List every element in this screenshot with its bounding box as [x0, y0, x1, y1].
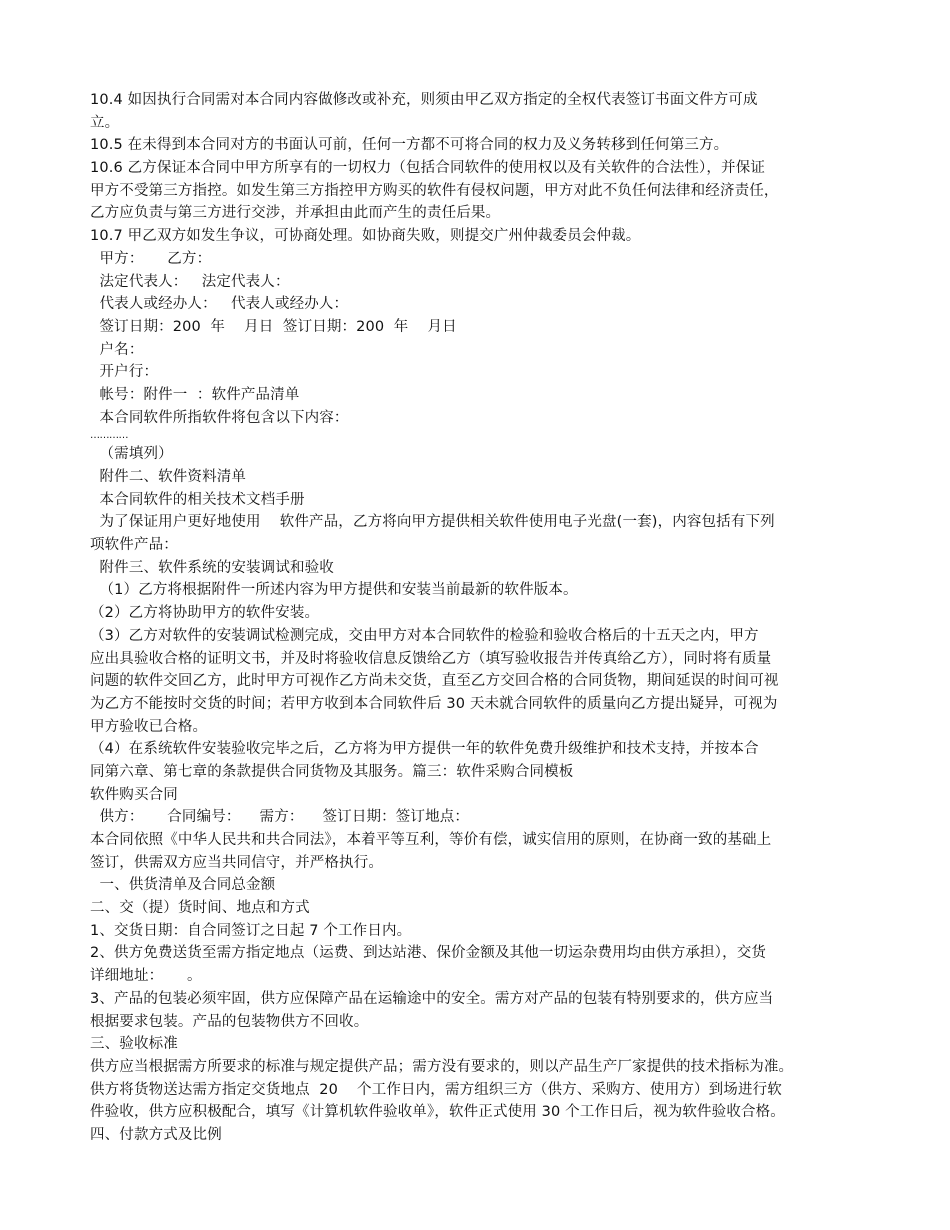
- text-line-10-4b: 立。: [90, 114, 120, 131]
- text-line-10-4a: 10.4 如因执行合同需对本合同内容做修改或补充，则须由甲乙双方指定的全权代表签订书面文件方可成: [90, 92, 758, 108]
- text-line-10-6b: 甲方不受第三方指控。如发生第三方指控甲方购买的软件有侵权问题，甲方对此不负任何法律和经济责任，: [90, 182, 779, 199]
- appendix-2-heading: 附件二、软件资料清单: [90, 469, 247, 485]
- contract-preamble-b: 签订，供需双方应当共同信守，并严格执行。: [90, 854, 383, 871]
- section-1-heading: 一、供货清单及合同总金额: [90, 877, 276, 894]
- section-2-item-2a: 2、供方免费送货至需方指定地点（运费、到达站港、保价金额及其他一切运杂费用均由供方承担），交货: [90, 945, 767, 962]
- appendix-1-intro: 本合同软件所指软件将包含以下内容：: [90, 409, 349, 426]
- account-bank: 开户行：: [90, 364, 159, 381]
- appendix-3-item-3e: 甲方验收已合格。: [90, 718, 208, 735]
- section-2-item-3a: 3、产品的包装必须牢固，供方应保障产品在运输途中的安全。需方对产品的包装有特别要求的，供方应当: [90, 990, 774, 1007]
- appendix-3-item-3a: （3）乙方对软件的安装调试检测完成，交由甲方对本合同软件的检验和验收合格后的十五天之内，甲方: [90, 627, 759, 644]
- appendix-3-item-3d: 为乙方不能按时交货的时间；若甲方收到本合同软件后 30 天未就合同软件的质量向乙方提出疑异，可视为: [90, 695, 778, 712]
- account-number-appendix-1: 帐号：附件一 ：软件产品清单: [90, 386, 300, 403]
- signature-legal-rep: 法定代表人： 法定代表人：: [90, 273, 290, 290]
- contract-header-fields: 供方： 合同编号： 需方： 签订日期：签订地点：: [90, 809, 470, 826]
- appendix-3-item-4b: 同第六章、第七章的条款提供合同货物及其服务。篇三：软件采购合同模板: [90, 763, 574, 780]
- section-3-heading: 三、验收标准: [90, 1036, 178, 1053]
- section-3-body-b: 供方将货物送达需方指定交货地点 20 个工作日内，需方组织三方（供方、采购方、使用方）到场进行软: [90, 1081, 782, 1098]
- document-body: [90, 89, 870, 1147]
- appendix-3-heading: 附件三、软件系统的安装调试和验收: [90, 559, 334, 576]
- appendix-2-body-b: 项软件产品：: [90, 537, 178, 554]
- appendix-3-item-1: （1）乙方将根据附件一所述内容为甲方提供和安装当前最新的软件版本。: [90, 582, 578, 599]
- signature-parties: 甲方： 乙方：: [90, 250, 212, 267]
- ellipsis-placeholder: …………: [90, 430, 128, 442]
- appendix-3-item-2: （2）乙方将协助甲方的软件安装。: [90, 605, 320, 622]
- appendix-2-docs: 本合同软件的相关技术文档手册: [90, 491, 305, 508]
- section-3-body-c: 件验收，供方应积极配合，填写《计算机软件验收单》，软件正式使用 30 个工作日后，视为软件验收合格。: [90, 1104, 785, 1121]
- contract-preamble-a: 本合同依照《中华人民共和共合同法》，本着平等互利，等价有偿，诚实信用的原则，在协商一致的基础上: [90, 832, 772, 848]
- appendix-3-item-3b: 应出具验收合格的证明文书，并及时将验收信息反馈给乙方（填写验收报告并传真给乙方），同时将有质量: [90, 650, 772, 667]
- signature-agent: 代表人或经办人： 代表人或经办人：: [90, 296, 349, 313]
- account-name: 户名：: [90, 341, 144, 358]
- text-line-10-6c: 乙方应负责与第三方进行交涉，并承担由此而产生的责任后果。: [90, 205, 501, 222]
- section-4-heading: 四、付款方式及比例: [90, 1126, 222, 1143]
- section-2-item-1: 1、交货日期：自合同签订之日起 7 个工作日内。: [90, 922, 412, 939]
- section-2-item-3b: 根据要求包装。产品的包装物供方不回收。: [90, 1013, 369, 1030]
- text-line-10-5: 10.5 在未得到本合同对方的书面认可前，任何一方都不可将合同的权力及义务转移到任何第三方。: [90, 137, 729, 154]
- fill-in-note: （需填列）: [90, 446, 173, 463]
- section-2-heading: 二、交（提）货时间、地点和方式: [90, 900, 310, 917]
- contract-title: 软件购买合同: [90, 786, 178, 803]
- appendix-3-item-4a: （4）在系统软件安装验收完毕之后，乙方将为甲方提供一年的软件免费升级维护和技术支持，并按本合: [90, 741, 759, 758]
- text-line-10-7: 10.7 甲乙双方如发生争议，可协商处理。如协商失败，则提交广州仲裁委员会仲裁。: [90, 228, 641, 245]
- text-line-10-6a: 10.6 乙方保证本合同中甲方所享有的一切权力（包括合同软件的使用权以及有关软件的合法性），并保证: [90, 160, 765, 177]
- section-2-item-2b: 详细地址： 。: [90, 968, 202, 985]
- appendix-3-item-3c: 问题的软件交回乙方，此时甲方可视作乙方尚未交货，直至乙方交回合格的合同货物，期间延误的时间可视: [90, 673, 779, 690]
- appendix-2-body-a: 为了保证用户更好地使用 软件产品，乙方将向甲方提供相关软件使用电子光盘(一套)，内容包括有下列: [90, 514, 775, 531]
- section-3-body-a: 供方应当根据需方所要求的标准与规定提供产品；需方没有要求的，则以产品生产厂家提供的技术指标为准。: [90, 1058, 794, 1075]
- signature-date: 签订日期：200 年 月日 签订日期：200 年 月日: [90, 318, 457, 335]
